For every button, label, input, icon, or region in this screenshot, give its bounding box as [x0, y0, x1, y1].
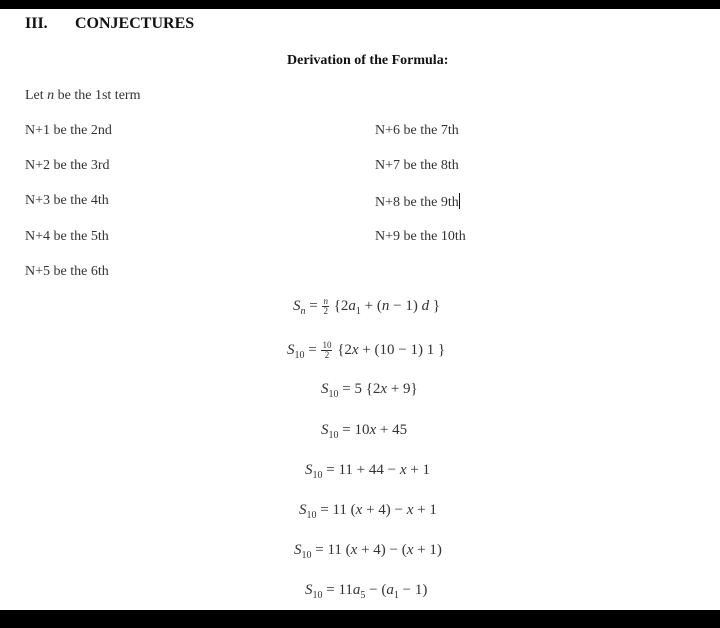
term-7th: N+6 be the 7th	[375, 123, 459, 138]
equation-3: $S_{10} = 5$ {2x + 9}	[321, 381, 418, 400]
term-5th: N+4 be the 5th	[25, 229, 109, 244]
equation-4: $S_{10} = 10x + 45$	[321, 422, 408, 441]
fraction: $\frac{10}{2}$	[322, 340, 332, 360]
equation-8: $S_{10} = 11a_5 - (a_1 - 1)$	[305, 582, 428, 601]
equation-2: $S_{10}$ = $\frac{10}{2}$ {2x + (10 − 1) 1 }	[287, 340, 446, 361]
term-6th: N+5 be the 6th	[25, 264, 109, 279]
text-cursor	[459, 193, 460, 209]
equation-6: $S_{10} = 11$ (x + 4) − x + 1	[299, 502, 437, 521]
term-4th: N+3 be the 4th	[25, 193, 109, 208]
document-page	[0, 9, 720, 610]
fraction: $\frac{n}{2}$	[323, 296, 328, 316]
equation-7: $S_{10} = 11$ (x + 4) − (x + 1)	[294, 542, 442, 561]
equation-1: $S_n$ = $\frac{n}{2}$ {$2a_1 + (n - 1)$ d }	[293, 296, 441, 317]
term-2nd: N+1 be the 2nd	[25, 123, 112, 138]
bottom-black-bar	[0, 610, 720, 628]
section-number: III.	[25, 15, 48, 32]
term-9th: N+8 be the 9th	[375, 195, 459, 210]
let-line: Let n be the 1st term	[25, 88, 141, 103]
term-10th: N+9 be the 10th	[375, 229, 466, 244]
term-8th: N+7 be the 8th	[375, 158, 459, 173]
section-title: CONJECTURES	[75, 15, 195, 32]
derivation-title: Derivation of the Formula:	[287, 53, 449, 68]
term-3rd: N+2 be the 3rd	[25, 158, 110, 173]
equation-5: $S_{10} = 11 + 44 - x + 1$	[305, 462, 430, 481]
top-black-bar	[0, 0, 720, 9]
